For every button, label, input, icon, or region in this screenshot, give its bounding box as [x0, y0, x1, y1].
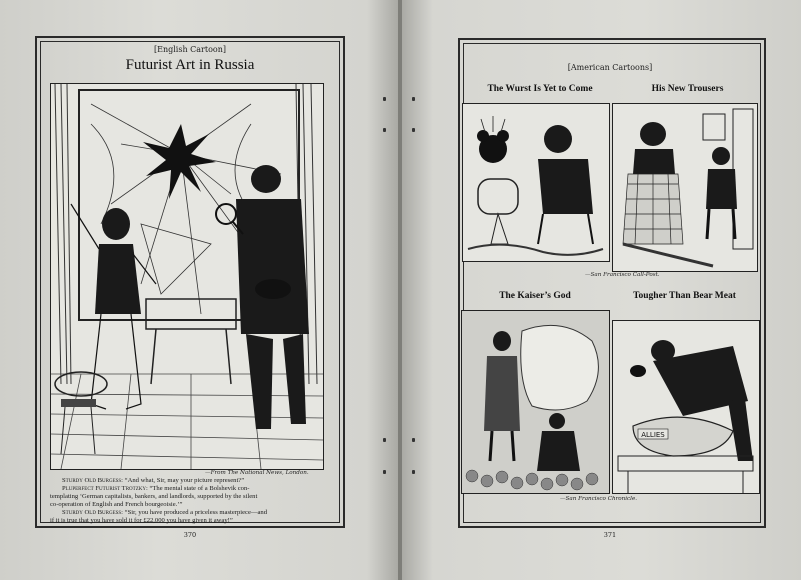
- caption-line-1: [62, 477, 244, 485]
- caption-speaker: Sturdy Old Burgess:: [62, 477, 124, 484]
- wurst-cartoon: [462, 103, 610, 262]
- panel-title-kaisers-god: The Kaiser’s God: [499, 291, 571, 301]
- left-source-label: [English Cartoon]: [154, 45, 226, 54]
- book-gutter: [398, 0, 402, 580]
- binding-hole: [383, 97, 386, 101]
- caption-text: if it is true that you have sold it for £22,000 you have given it away!”: [50, 517, 233, 524]
- left-credit: —From The National News, London.: [205, 470, 309, 476]
- panel-title-wurst: The Wurst Is Yet to Come: [487, 84, 593, 94]
- right-credit-top: —San Francisco Call-Post.: [585, 272, 660, 278]
- wurst-illustration: [463, 104, 609, 261]
- kaisers-god-illustration: [462, 311, 609, 493]
- caption-line-5: [62, 509, 267, 517]
- kaisers-god-cartoon: [461, 310, 610, 494]
- binding-hole: [412, 97, 415, 101]
- svg-text:ALLIES: ALLIES: [641, 431, 665, 439]
- right-source-label: [American Cartoons]: [567, 63, 653, 72]
- trousers-illustration: [613, 104, 757, 271]
- caption-text: templating ‘German capitalists, bankers, and landlords, supported by the silent: [50, 493, 258, 500]
- caption-text: co-operation of English and French bourgeoisie.’”: [50, 501, 183, 508]
- binding-hole: [412, 438, 415, 442]
- bear-meat-illustration: [613, 321, 759, 493]
- right-credit-bottom: —San Francisco Chronicle.: [560, 496, 638, 502]
- bear-meat-cartoon: [612, 320, 760, 494]
- caption-text: “And what, Sir, may your picture represent?”: [123, 477, 245, 484]
- binding-hole: [412, 470, 415, 474]
- caption-text: “The mental state of a Bolshevik con-: [147, 485, 250, 492]
- binding-hole: [383, 128, 386, 132]
- panel-title-bear-meat: Tougher Than Bear Meat: [633, 291, 736, 301]
- caption-line-6: [50, 517, 233, 525]
- futurist-art-illustration: [51, 84, 323, 469]
- panel-title-trousers: His New Trousers: [651, 84, 724, 94]
- caption-speaker: Sturdy Old Burgess:: [62, 509, 124, 516]
- binding-hole: [383, 438, 386, 442]
- caption-line-2: [62, 485, 249, 493]
- binding-hole: [412, 128, 415, 132]
- caption-speaker: Pluperfect Futurist Trotzky:: [62, 485, 148, 492]
- caption-line-4: [50, 501, 182, 509]
- trousers-cartoon: [612, 103, 758, 272]
- binding-hole: [383, 470, 386, 474]
- left-page-number: 370: [183, 531, 197, 539]
- right-page-number: 371: [603, 531, 617, 539]
- futurist-art-cartoon: [50, 83, 324, 470]
- left-page-title: Futurist Art in Russia: [125, 57, 255, 73]
- caption-text: “Sir, you have produced a priceless masterpiece—and: [123, 509, 268, 516]
- caption-line-3: [50, 493, 257, 501]
